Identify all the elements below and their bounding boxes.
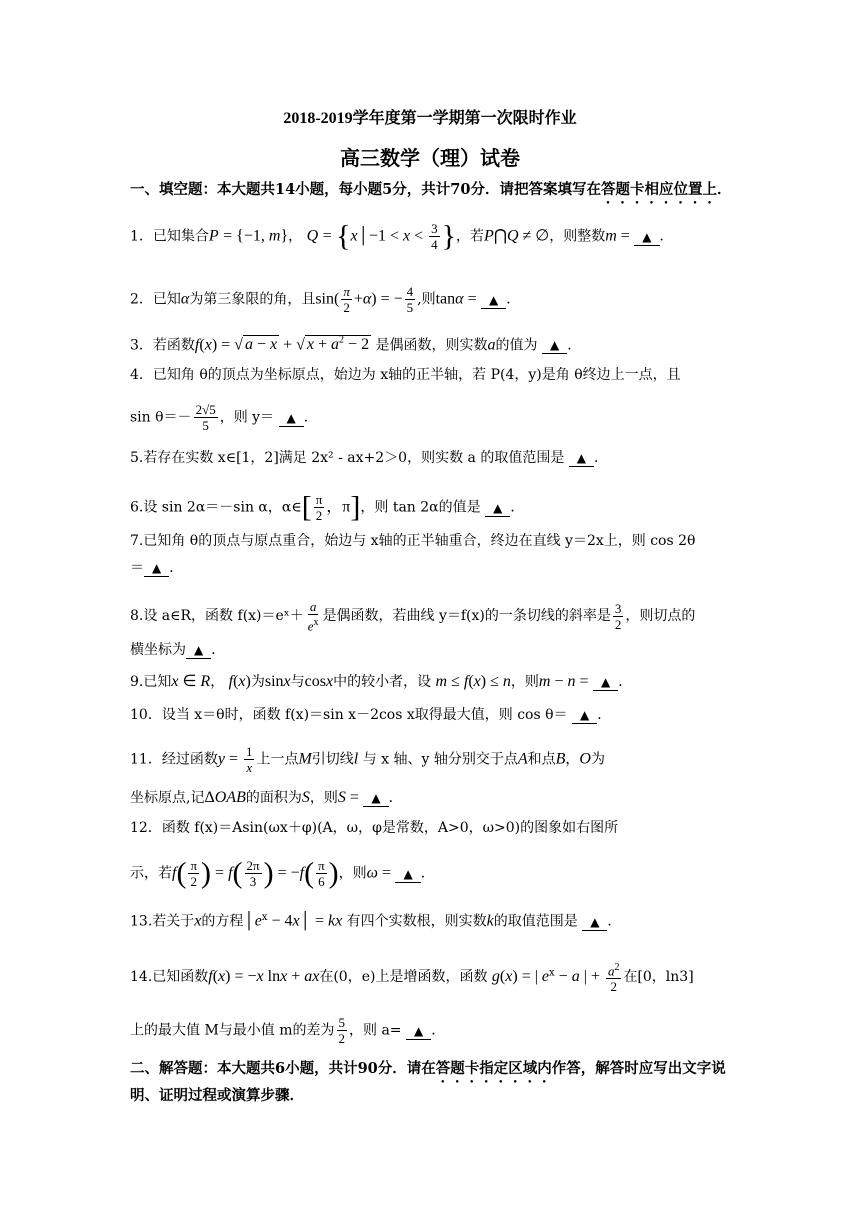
answer-blank[interactable]: ▲	[363, 790, 388, 807]
question-6: 6.设 sin 2α＝－sin α，α∈[ $\frac{\pi}{2}$ ，π]，则 tan 2α的值是 ▲ ．	[130, 490, 525, 524]
answer-blank[interactable]: ▲	[634, 229, 659, 246]
question-1: 1．已知集合P = {−1, m}， Q = {x│−1 < x < $\frac{3}{4}$ }，若P⋂Q ≠ ∅，则整数m = ▲ ．	[130, 219, 674, 253]
question-4-line2: sin θ＝－ $\frac{2√5}{5}$ ，则 y＝ ▲ ．	[130, 402, 318, 433]
answer-blank[interactable]: ▲	[582, 914, 607, 931]
answer-blank[interactable]: ▲	[481, 292, 506, 309]
question-12-line2: 示，若f( $\frac{\pi}{2}$ ) = f( $\frac{2\pi}{3}$ ) = −f( $\frac{\pi}{6}$ )，则ω = ▲ ．	[130, 856, 435, 890]
question-12-line1: 12．函数 f(x)＝Asin(ωx＋φ)(A，ω，φ是常数，A>0，ω>0)的图象如右图所	[130, 820, 619, 836]
question-8-line1: 8.设 a∈R，函数 f(x)＝eˣ＋ $\frac{a}{e^x}$ 是偶函数，若曲线 y＝f(x)的一条切线的斜率是 $\frac{3}{2}$ ，则切点的	[130, 599, 696, 634]
answer-blank[interactable]: ▲	[593, 674, 618, 691]
question-14-line1: 14.已知函数f(x) = −x lnx + ax在(0，e)上是增函数，函数 g(x) = | $e^x - a$ | + $\frac{a^2}{2}$ 在[0，ln3]	[130, 962, 694, 995]
answer-blank[interactable]: ▲	[569, 450, 594, 467]
section1-instructions: 一、填空题：本大题共14小题，每小题5分，共计70分．请把答案填写在答题卡相应位置上．	[130, 181, 732, 198]
section2-instructions-line2: 明、证明过程或演算步骤．	[130, 1087, 304, 1104]
question-11-line1: 11．经过函数y = $\frac{1}{x}$ 上一点M引切线l 与 x 轴、y 轴分别交于点A和点B，O为	[130, 744, 605, 775]
question-14-line2: 上的最大值 M与最小值 m的差为 $\frac{5}{2}$ ，则 a= ▲ ．	[130, 1015, 446, 1046]
answer-blank[interactable]: ▲	[572, 707, 597, 724]
question-4-line1: 4．已知角 θ的顶点为坐标原点，始边为 x轴的正半轴，若 P(4，y)是角 θ终边上一点，且	[130, 367, 681, 383]
answer-blank[interactable]: ▲	[406, 1023, 431, 1040]
question-10: 10．设当 x＝θ时，函数 f(x)＝sin x－2cos x取得最大值，则 cos θ＝ ▲ ．	[130, 707, 612, 723]
question-11-line2: 坐标原点,记ΔOAB的面积为S，则S = ▲ ．	[130, 789, 403, 806]
question-13: 13.若关于x的方程$│e^x$ − 4x│ = kx 有四个实数根，则实数k的取值范围是 ▲ ．	[130, 912, 622, 930]
answer-blank[interactable]: ▲	[485, 500, 510, 517]
question-7-line2: ＝ ▲ ．	[130, 560, 184, 576]
answer-blank[interactable]: ▲	[542, 337, 567, 354]
question-3: 3．若函数f(x) = √ a − x + √ $x + a^2 - 2$ 是偶函数，则实数a的值为 ▲ ．	[130, 335, 582, 354]
answer-blank[interactable]: ▲	[395, 866, 420, 883]
question-5: 5.若存在实数 x∈[1，2]满足 2x² - ax+2＞0，则实数 a 的取值范围是 ▲ ．	[130, 450, 609, 466]
question-2: 2．已知α为第三象限的角，且sin( $\frac{\pi}{2}$ +α) = − $\frac{4}{5}$ ,则tanα = ▲ ．	[130, 284, 521, 315]
answer-blank[interactable]: ▲	[279, 410, 304, 427]
exam-subtitle: 高三数学（理）试卷	[340, 146, 520, 170]
question-9: 9.已知x ∈ R， f(x)为sinx与cosx中的较小者，设 m ≤ f(x) ≤ n，则m − n = ▲ ．	[130, 673, 633, 690]
answer-blank[interactable]: ▲	[144, 560, 169, 577]
question-7-line1: 7.已知角 θ的顶点与原点重合，始边与 x轴的正半轴重合，终边在直线 y＝2x上，则 cos 2θ	[130, 533, 696, 549]
answer-blank[interactable]: ▲	[186, 642, 211, 659]
question-8-line2: 横坐标为 ▲ ．	[130, 642, 226, 658]
exam-header-title: 2018-2019学年度第一学期第一次限时作业	[283, 110, 577, 127]
section2-instructions: 二、解答题：本大题共6小题，共计90分．请在答题卡指定区域内作答，解答时应写出文字说	[130, 1060, 726, 1077]
